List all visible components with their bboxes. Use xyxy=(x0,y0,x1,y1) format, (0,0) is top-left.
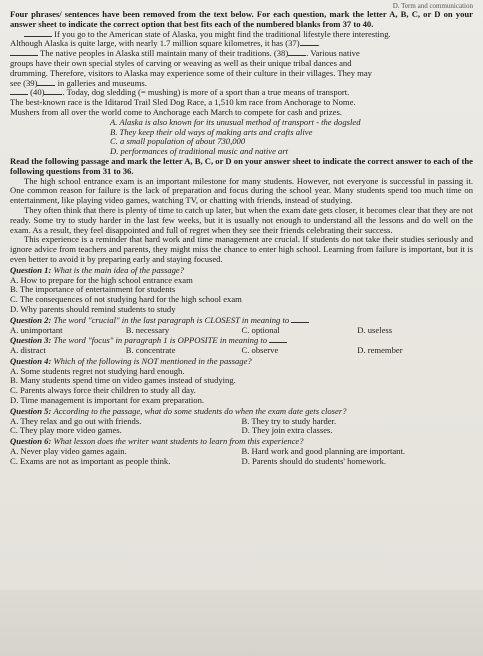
option-a: A. Alaska is also known for its unusual method of transport - the dogsled xyxy=(110,116,361,127)
passage1-text: see (39) xyxy=(10,77,38,88)
answer-option: D. They join extra classes. xyxy=(241,425,333,436)
question-text: According to the passage, what do some students do when the exam date gets closer? xyxy=(53,405,347,416)
answer-option: D. useless xyxy=(357,324,393,335)
answer-blank xyxy=(269,342,287,343)
option-b: B. They keep their old ways of making arts and crafts alive xyxy=(110,126,313,137)
passage2-paragraph-1: The high school entrance exam is an important milestone for many students. However, not everyone is successful in passing it. One common reason for failure is the lack of preparation and focus during the school year. Many students spend too much time on entertainment, like playing video games, watching TV, or chatting with friends, instead of studying. xyxy=(10,175,473,206)
answer-option: B. Many students spend time on video games instead of studying. xyxy=(10,375,236,386)
passage1-text: The native peoples in Alaska still maintain many of their traditions. (38) xyxy=(40,48,289,59)
answer-row xyxy=(10,426,473,436)
answer-option: B. They try to study harder. xyxy=(241,415,337,426)
blank-38 xyxy=(288,55,306,56)
answer-option: D. Why parents should remind students to study xyxy=(10,303,176,314)
question-4 xyxy=(10,357,473,406)
answer-option: A. distract xyxy=(10,345,46,356)
header-note: D. Term and communication xyxy=(392,2,473,10)
question-text: Which of the following is NOT mentioned in the passage? xyxy=(53,355,252,366)
blank-40 xyxy=(44,94,62,95)
question-3 xyxy=(10,336,473,356)
passage2-paragraph-2: They often think that there is plenty of time to catch up later, but when the exam date gets closer, it becomes clear that they are not ready. Some try to study harder in the last few weeks, but it is usually not enough to understand all the lessons and do well on the exam. As a result, they feel disappointed and full of regret when they see their friends celebrating their success. xyxy=(10,204,473,235)
question-label: Question 6: xyxy=(10,436,52,447)
part2-heading: Read the following passage and mark the letter A, B, C, or D on your answer sheet to indicate the correct answer to each of the following questions from 31 to 36. xyxy=(10,155,473,176)
passage1-line: drumming. Therefore, visitors to Alaska may experience some of their culture in their villages. They may xyxy=(10,67,372,78)
answer-option: B. necessary xyxy=(125,324,170,335)
answer-option: A. Never play video games again. xyxy=(10,446,127,457)
answer-option: C. Exams are not as important as people think. xyxy=(10,455,171,466)
answer-option: B. concentrate xyxy=(125,345,176,356)
blank-37 xyxy=(300,45,318,46)
passage1-line: Mushers from all over the world come to Anchorage each March to compete for cash and prizes. xyxy=(10,106,342,117)
passage1-text: (40) xyxy=(30,87,45,98)
answer-option: C. The consequences of not studying hard for the high school exam xyxy=(10,294,242,305)
blank-line xyxy=(10,94,28,95)
passage1-text: . Various native xyxy=(306,48,360,59)
blank-paper-area xyxy=(0,590,483,656)
passage1-text: . Today, dog sledding (= mushing) is more of a sport than a true means of transport. xyxy=(62,87,350,98)
blank-intro xyxy=(24,36,52,37)
answer-option: D. Time management is important for exam preparation. xyxy=(10,395,205,406)
question-label: Question 3: xyxy=(10,335,52,346)
passage1-line: groups have their own special styles of carving or weaving as well as their unique tribal dances and xyxy=(10,57,352,68)
question-text: The word "crucial" in the last paragraph is CLOSEST in meaning to xyxy=(53,314,290,325)
answer-option: D. Parents should do students' homework. xyxy=(241,455,387,466)
answer-blank xyxy=(291,322,309,323)
question-label: Question 2: xyxy=(10,314,52,325)
answer-option: A. They relax and go out with friends. xyxy=(10,415,142,426)
answer-option: A. unimportant xyxy=(10,324,63,335)
answer-option: D. remember xyxy=(357,345,403,356)
question-label: Question 1: xyxy=(10,264,52,275)
question-5 xyxy=(10,407,473,436)
answer-option: A. Some students regret not studying hard enough. xyxy=(10,365,185,376)
answer-option: C. They play more video games. xyxy=(10,425,122,436)
question-label: Question 5: xyxy=(10,405,52,416)
blank-line xyxy=(10,55,38,56)
question-label: Question 4: xyxy=(10,355,52,366)
question-2 xyxy=(10,316,473,336)
question-text: What is the main idea of the passage? xyxy=(53,264,185,275)
passage2-paragraph-3: This experience is a reminder that hard work and time management are crucial. If students do not take their studies seriously and ignore advice from teachers and parents, they might miss the chance to enter high school. Learning from failure is important, but it is even better to avoid it by preparing early and staying focused. xyxy=(10,234,473,264)
question-1 xyxy=(10,266,473,315)
passage1-line: The best-known race is the Iditarod Trail Sled Dog Race, a 1,510 km race from Anchorage to Nome. xyxy=(10,97,356,108)
answer-option: A. How to prepare for the high school entrance exam xyxy=(10,274,193,285)
passage1-text: If you go to the American state of Alaska, you might find the traditional lifestyle there interesting. xyxy=(54,28,391,39)
answer-option: B. Hard work and good planning are important. xyxy=(241,446,405,457)
answer-option: C. optional xyxy=(241,324,280,335)
blank-39 xyxy=(37,85,55,86)
passage1-text: Although Alaska is quite large, with nearly 1.7 million square kilometres, it has (37) xyxy=(10,38,300,49)
answer-option: C. Parents always force their children to study all day. xyxy=(10,385,196,396)
answer-row xyxy=(10,346,473,356)
passage1-text: in galleries and museums. xyxy=(57,77,147,88)
passage1-line: Although Alaska is quite large, with nearly 1.7 million square kilometres, it has (37) . xyxy=(10,38,320,49)
part1-options xyxy=(10,118,473,157)
part1-heading: Four phrases/ sentences have been removed from the text below. For each question, mark the letter A, B, C, or D on your answer sheet to indicate the correct option that best fits each of the numbered blanks from 37 to 40. xyxy=(10,9,473,29)
option-d: D. performances of traditional music and native art xyxy=(110,146,289,157)
question-text: The word "focus" in paragraph 1 is OPPOSITE in meaning to xyxy=(53,335,268,346)
answer-option: B. The importance of entertainment for students xyxy=(10,284,176,295)
question-6 xyxy=(10,437,473,466)
answer-row xyxy=(10,457,473,467)
option-c: C. a small population of about 730,000 xyxy=(110,136,246,147)
question-text: What lesson does the writer want students to learn from this experience? xyxy=(53,436,304,447)
answer-option: C. observe xyxy=(241,345,279,356)
answer-row xyxy=(10,326,473,336)
